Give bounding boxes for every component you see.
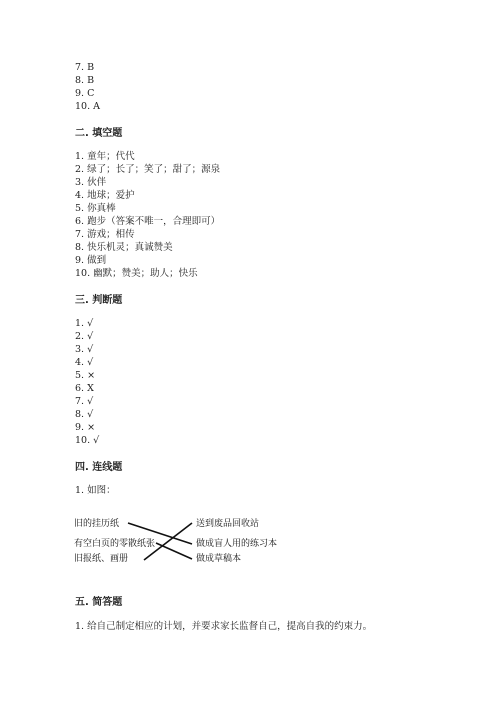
match-left-item: 旧报纸、画册 — [74, 554, 129, 564]
fill-answer: 7. 游戏；相传 — [75, 229, 135, 240]
matching-diagram — [70, 510, 320, 574]
judge-section-heading: 三. 判断题 — [75, 295, 123, 306]
choice-answer-10: 10. A — [75, 101, 100, 112]
judge-answer: 10. √ — [75, 435, 100, 446]
fill-answer: 8. 快乐机灵；真诚赞美 — [75, 242, 173, 253]
judge-answer: 3. √ — [75, 344, 94, 355]
match-left-item: 有空白页的零散纸张 — [74, 539, 156, 549]
fill-answer: 6. 跑步（答案不唯一，合理即可） — [75, 216, 221, 227]
short-answer: 1. 给自己制定相应的计划，并要求家长监督自己，提高自我的约束力。 — [75, 621, 373, 632]
choice-answer-8: 8. B — [75, 75, 95, 86]
match-section-heading: 四. 连线题 — [75, 462, 123, 473]
fill-answer: 10. 幽默；赞美；助人；快乐 — [75, 268, 198, 279]
fill-answer: 2. 绿了；长了；笑了；甜了；源泉 — [75, 164, 221, 175]
judge-answer: 4. √ — [75, 357, 94, 368]
judge-answer: 8. √ — [75, 409, 94, 420]
judge-answer: 1. √ — [75, 318, 94, 329]
match-right-item: 送到废品回收站 — [196, 519, 260, 529]
judge-answer: 2. √ — [75, 331, 94, 342]
fill-section-heading: 二. 填空题 — [75, 128, 123, 139]
match-intro: 1. 如图： — [75, 485, 116, 496]
choice-answer-9: 9. C — [75, 88, 95, 99]
fill-answer: 9. 做到 — [75, 255, 107, 266]
match-right-item: 做成草稿本 — [196, 554, 242, 564]
fill-answer: 4. 地球；爱护 — [75, 190, 135, 201]
judge-answer: 9. × — [75, 422, 96, 433]
judge-answer: 5. × — [75, 370, 96, 381]
fill-answer: 5. 你真棒 — [75, 203, 116, 214]
fill-answer: 3. 伙伴 — [75, 177, 107, 188]
choice-answer-7: 7. B — [75, 62, 95, 73]
match-line — [156, 543, 192, 559]
judge-answer: 7. √ — [75, 396, 94, 407]
match-left-item: 旧的挂历纸 — [74, 519, 120, 529]
match-right-item: 做成盲人用的练习本 — [196, 539, 278, 549]
judge-answer: 6. X — [75, 383, 94, 394]
short-answer-heading: 五. 简答题 — [75, 597, 123, 608]
fill-answer: 1. 童年；代代 — [75, 151, 135, 162]
